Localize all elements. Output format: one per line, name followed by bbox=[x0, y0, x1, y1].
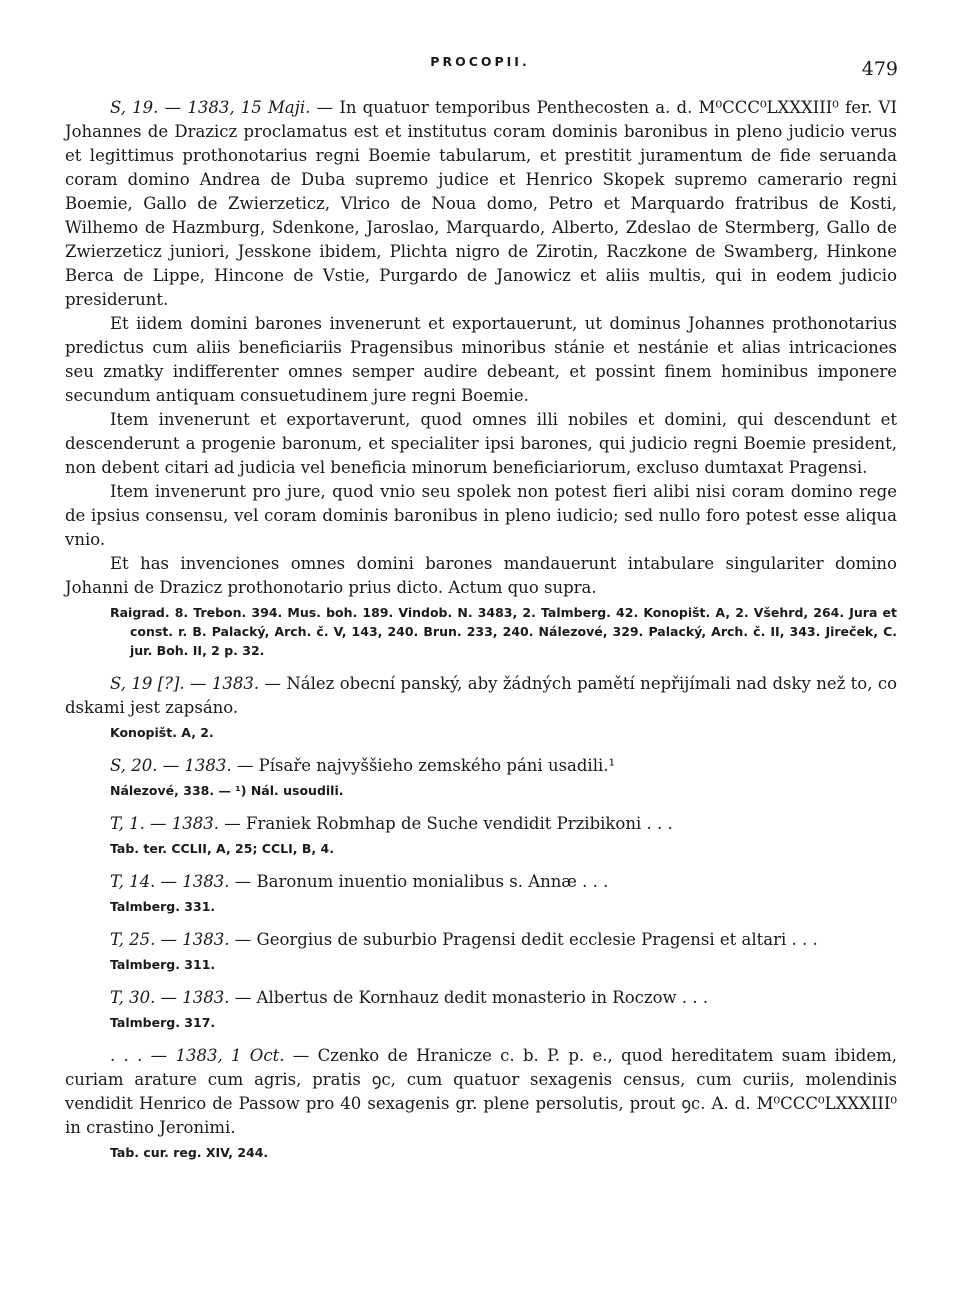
page-header bbox=[0, 52, 960, 82]
entry-text: — Czenko de Hranicze c. b. P. p. e., quod hereditatem suam ibidem, curiam arature cum agris, pratis ꝯc, cum quatuor sexagenis census, cum curiis, molendinis vendidit Henrico de Passow pro 40 sexagenis gr. plene persolutis, prout ꝯc. A. d. M⁰CCC⁰LXXXIII⁰ in crastino Jeronimi. bbox=[65, 1046, 897, 1137]
entry-paragraph bbox=[65, 1044, 897, 1140]
entry-t30 bbox=[65, 986, 897, 1032]
entry-1-oct bbox=[65, 1044, 897, 1162]
entry-paragraph: Et has invenciones omnes domini barones mandauerunt intabulare singulariter domino Johanni de Drazicz prothonotario prius dicto. Actum quo supra. bbox=[65, 554, 897, 597]
entry-text: — Baronum inuentio monialibus s. Annæ . . . bbox=[234, 872, 609, 891]
source-reference: Talmberg. 317. bbox=[110, 1015, 216, 1030]
entry-t1 bbox=[65, 812, 897, 858]
entry-date: T, 25. — 1383. bbox=[110, 930, 230, 949]
source-reference: Tab. ter. CCLII, A, 25; CCLI, B, 4. bbox=[110, 841, 334, 856]
entry-s20 bbox=[65, 754, 897, 800]
entry-s19-uncertain bbox=[65, 672, 897, 742]
entry-paragraph bbox=[65, 754, 897, 778]
page-body bbox=[65, 96, 897, 1174]
entry-date: T, 1. — 1383. bbox=[110, 814, 220, 833]
entry-date: . . . — 1383, 1 Oct. bbox=[110, 1046, 285, 1065]
running-title: PROCOPII. bbox=[430, 54, 530, 69]
entry-date: T, 14. — 1383. bbox=[110, 872, 230, 891]
entry-date: S, 19 [?]. — 1383. bbox=[110, 674, 260, 693]
entry-text: — Franiek Robmhap de Suche vendidit Przibikoni . . . bbox=[224, 814, 673, 833]
entry-text: — Albertus de Kornhauz dedit monasterio in Roczow . . . bbox=[234, 988, 709, 1007]
entry-text: — Georgius de suburbio Pragensi dedit ecclesie Pragensi et altari . . . bbox=[234, 930, 818, 949]
entry-paragraph bbox=[65, 928, 897, 952]
entry-paragraph bbox=[65, 986, 897, 1010]
entry-text: — Nález obecní panský, aby žádných pamětí nepřijímali nad dsky než to, co dskami jest zapsáno. bbox=[65, 674, 898, 717]
entry-paragraph bbox=[65, 96, 897, 312]
entry-date: S, 20. — 1383. bbox=[110, 756, 232, 775]
entry-s19-15-maji bbox=[65, 96, 897, 660]
entry-paragraph: Et iidem domini barones invenerunt et exportauerunt, ut dominus Johannes prothonotarius predictus cum aliis beneficiariis Pragensibus minoribus stánie et nestánie et alias intricaciones seu zmatky indifferenter omnes semper audire debeant, et possint finem hominibus imponere secundum antiquam consuetudinem jure regni Boemie. bbox=[65, 314, 897, 405]
entry-t25 bbox=[65, 928, 897, 974]
source-reference: Konopišt. A, 2. bbox=[110, 725, 214, 740]
entry-paragraph: Item invenerunt pro jure, quod vnio seu spolek non potest fieri alibi nisi coram domino rege de ipsius consensu, vel coram dominis baronibus in pleno iudicio; sed nullo foro potest esse aliqua vnio. bbox=[65, 482, 897, 549]
entry-paragraph bbox=[65, 812, 897, 836]
entry-text: — Písaře najvyššieho zemského páni usadili.¹ bbox=[236, 756, 616, 775]
entry-paragraph: Item invenerunt et exportaverunt, quod omnes illi nobiles et domini, qui descendunt et descenderunt a progenie baronum, et specialiter ipsi barones, qui judicio regni Boemie president, non debent citari ad judicia vel beneficia minorum beneficiariorum, excluso dumtaxat Pragensi. bbox=[65, 410, 897, 477]
entry-paragraph bbox=[65, 870, 897, 894]
source-reference: Tab. cur. reg. XIV, 244. bbox=[110, 1145, 269, 1160]
entry-t14 bbox=[65, 870, 897, 916]
entry-date: S, 19. — 1383, 15 Maji. bbox=[110, 98, 311, 117]
page-number: 479 bbox=[861, 58, 898, 80]
entry-paragraph bbox=[65, 672, 897, 720]
source-reference: Raigrad. 8. Trebon. 394. Mus. boh. 189. Vindob. N. 3483, 2. Talmberg. 42. Konopišt. A, 2. Všehrd, 264. Jura et const. r. B. Palacký, Arch. č. V, 143, 240. Brun. 233, 240. Nálezové, 329. Palacký, Arch. č. II, 343. Jireček, C. jur. Boh. II, 2 p. 32. bbox=[110, 605, 897, 658]
source-reference: Talmberg. 331. bbox=[110, 899, 216, 914]
entry-date: T, 30. — 1383. bbox=[110, 988, 230, 1007]
source-reference: Nálezové, 338. — ¹) Nál. usoudili. bbox=[110, 783, 344, 798]
source-reference: Talmberg. 311. bbox=[110, 957, 216, 972]
entry-text: — In quatuor temporibus Penthecosten a. d. M⁰CCC⁰LXXXIII⁰ fer. VI Johannes de Drazicz proclamatus est et institutus coram dominis baronibus in pleno judicio verus et legittimus prothonotarius regni Boemie tabularum, et prestitit juramentum de fide seruanda coram domino Andrea de Duba supremo judice et Henrico Skopek supremo camerario regni Boemie, Gallo de Zwierzeticz, Vlrico de Noua domo, Petro et Marquardo fratribus de Kosti, Wilhemo de Hazmburg, Sdenkone, Jaroslao, Marquardo, Alberto, Zdeslao de Stermberg, Gallo de Zwierzeticz juniori, Jesskone ibidem, Plichta nigro de Zirotin, Raczkone de Swamberg, Hinkone Berca de Lippe, Hincone de Vstie, Purgardo de Janowicz et aliis multis, qui in eodem judicio presiderunt. bbox=[65, 98, 897, 309]
